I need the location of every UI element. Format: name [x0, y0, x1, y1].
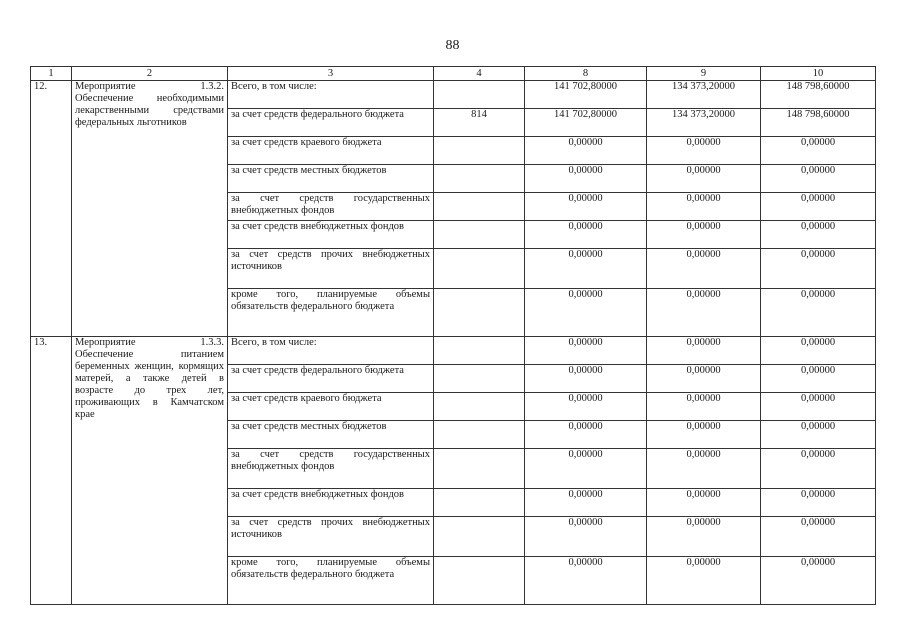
amount-col-10: 0,00000 [761, 489, 876, 517]
funding-source: кроме того, планируемые объемы обязательств федерального бюджета [228, 289, 434, 337]
funding-source: за счет средств федерального бюджета [228, 109, 434, 137]
amount-col-10: 0,00000 [761, 337, 876, 365]
funding-source: за счет средств прочих внебюджетных источников [228, 517, 434, 557]
amount-col-8: 141 702,80000 [525, 81, 647, 109]
event-label: Мероприятие [75, 81, 136, 92]
funding-source: за счет средств местных бюджетов [228, 165, 434, 193]
column-number: 3 [228, 67, 434, 81]
funding-source: за счет средств местных бюджетов [228, 421, 434, 449]
amount-col-8: 0,00000 [525, 517, 647, 557]
column-number: 2 [72, 67, 228, 81]
amount-col-10: 148 798,60000 [761, 109, 876, 137]
event-description [72, 81, 228, 337]
amount-col-9: 0,00000 [647, 517, 761, 557]
amount-col-9: 134 373,20000 [647, 109, 761, 137]
table-row [31, 81, 876, 109]
amount-col-9: 0,00000 [647, 337, 761, 365]
amount-col-8: 0,00000 [525, 393, 647, 421]
funding-source: Всего, в том числе: [228, 337, 434, 365]
table-row [31, 337, 876, 365]
amount-col-8: 141 702,80000 [525, 109, 647, 137]
funding-source: за счет средств государственных внебюджетных фондов [228, 193, 434, 221]
amount-col-8: 0,00000 [525, 193, 647, 221]
funding-source: за счет средств прочих внебюджетных источников [228, 249, 434, 289]
event-description [72, 337, 228, 605]
amount-col-9: 0,00000 [647, 365, 761, 393]
event-heading [75, 81, 224, 93]
amount-col-8: 0,00000 [525, 337, 647, 365]
amount-col-9: 0,00000 [647, 193, 761, 221]
budget-table [30, 66, 876, 605]
amount-col-10: 0,00000 [761, 249, 876, 289]
funding-source: за счет средств краевого бюджета [228, 137, 434, 165]
funding-source: за счет средств внебюджетных фондов [228, 221, 434, 249]
amount-col-10: 0,00000 [761, 393, 876, 421]
column-number: 4 [434, 67, 525, 81]
event-code: 1.3.2. [200, 81, 224, 92]
row-number: 13. [31, 337, 72, 605]
event-text: Обеспечение питанием беременных женщин, кормящих матерей, а также детей в возрасте до трех лет, проживающих в Камчатском крае [75, 349, 224, 420]
budget-code [434, 193, 525, 221]
budget-code [434, 289, 525, 337]
amount-col-8: 0,00000 [525, 165, 647, 193]
amount-col-10: 0,00000 [761, 137, 876, 165]
amount-col-9: 134 373,20000 [647, 81, 761, 109]
budget-code: 814 [434, 109, 525, 137]
amount-col-10: 0,00000 [761, 289, 876, 337]
amount-col-8: 0,00000 [525, 221, 647, 249]
amount-col-8: 0,00000 [525, 449, 647, 489]
event-label: Мероприятие [75, 337, 136, 348]
amount-col-10: 148 798,60000 [761, 81, 876, 109]
column-number: 9 [647, 67, 761, 81]
amount-col-8: 0,00000 [525, 489, 647, 517]
amount-col-10: 0,00000 [761, 365, 876, 393]
amount-col-9: 0,00000 [647, 249, 761, 289]
event-text: Обеспечение необходимыми лекарственными средствами федеральных льготников [75, 93, 224, 128]
budget-code [434, 81, 525, 109]
budget-code [434, 165, 525, 193]
budget-code [434, 393, 525, 421]
column-number: 10 [761, 67, 876, 81]
funding-source: Всего, в том числе: [228, 81, 434, 109]
amount-col-8: 0,00000 [525, 137, 647, 165]
amount-col-9: 0,00000 [647, 393, 761, 421]
budget-code [434, 517, 525, 557]
amount-col-10: 0,00000 [761, 517, 876, 557]
amount-col-9: 0,00000 [647, 449, 761, 489]
amount-col-8: 0,00000 [525, 365, 647, 393]
amount-col-8: 0,00000 [525, 421, 647, 449]
amount-col-10: 0,00000 [761, 449, 876, 489]
page-number: 88 [445, 38, 460, 53]
budget-code [434, 449, 525, 489]
column-number: 8 [525, 67, 647, 81]
amount-col-9: 0,00000 [647, 221, 761, 249]
amount-col-9: 0,00000 [647, 137, 761, 165]
amount-col-9: 0,00000 [647, 289, 761, 337]
budget-code [434, 221, 525, 249]
amount-col-9: 0,00000 [647, 421, 761, 449]
amount-col-9: 0,00000 [647, 557, 761, 605]
budget-code [434, 489, 525, 517]
funding-source: за счет средств краевого бюджета [228, 393, 434, 421]
amount-col-9: 0,00000 [647, 165, 761, 193]
event-code: 1.3.3. [200, 337, 224, 348]
amount-col-8: 0,00000 [525, 557, 647, 605]
column-number: 1 [31, 67, 72, 81]
amount-col-10: 0,00000 [761, 221, 876, 249]
funding-source: кроме того, планируемые объемы обязательств федерального бюджета [228, 557, 434, 605]
row-number: 12. [31, 81, 72, 337]
amount-col-10: 0,00000 [761, 557, 876, 605]
funding-source: за счет средств государственных внебюджетных фондов [228, 449, 434, 489]
funding-source: за счет средств внебюджетных фондов [228, 489, 434, 517]
budget-code [434, 365, 525, 393]
budget-code [434, 421, 525, 449]
amount-col-8: 0,00000 [525, 249, 647, 289]
amount-col-8: 0,00000 [525, 289, 647, 337]
budget-code [434, 249, 525, 289]
budget-code [434, 337, 525, 365]
event-heading [75, 337, 224, 349]
amount-col-9: 0,00000 [647, 489, 761, 517]
column-number-header-row [31, 67, 876, 81]
funding-source: за счет средств федерального бюджета [228, 365, 434, 393]
budget-code [434, 557, 525, 605]
budget-code [434, 137, 525, 165]
amount-col-10: 0,00000 [761, 165, 876, 193]
amount-col-10: 0,00000 [761, 421, 876, 449]
amount-col-10: 0,00000 [761, 193, 876, 221]
